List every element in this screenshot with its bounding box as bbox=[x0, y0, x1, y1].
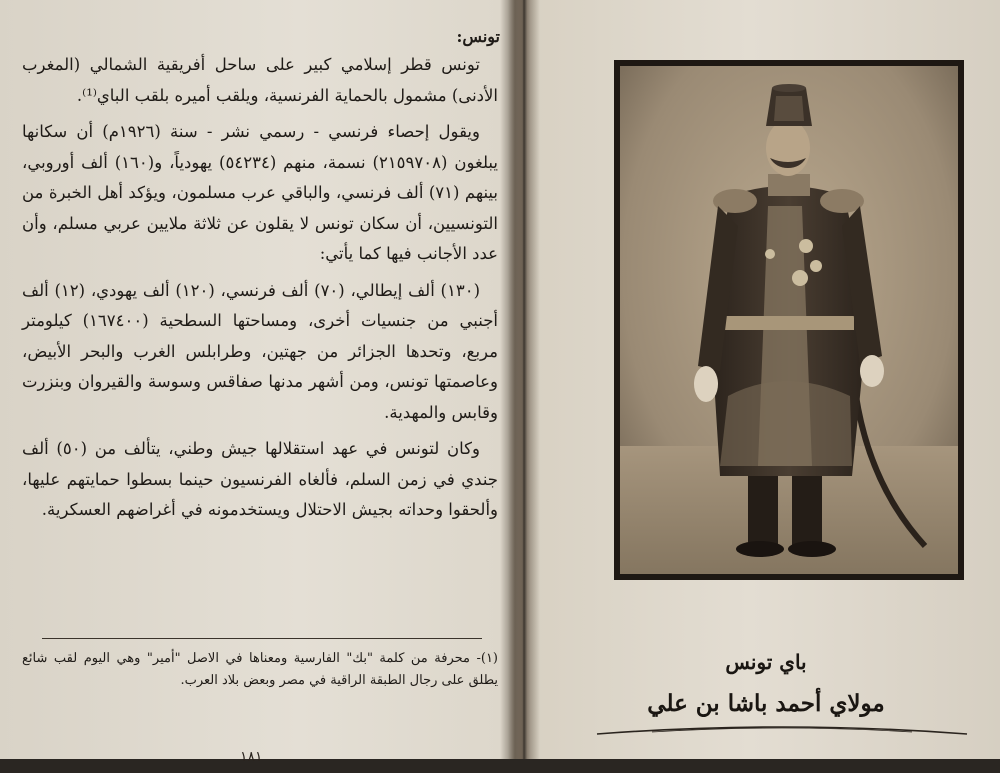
decorative-flourish-icon bbox=[592, 712, 972, 742]
right-page bbox=[532, 0, 1000, 759]
portrait-photo bbox=[620, 66, 958, 574]
footnote-rule bbox=[42, 638, 482, 639]
paragraph-4: وكان لتونس في عهد استقلالها جيش وطني، يتألف من (٥٠) ألف جندي في زمن السلم، فألغاه الفرنسيون حينما بسطوا حمايتهم عليها، وألحقوا وحداته بجيش الاحتلال ويستخدمونه في أغراضهم العسكرية. bbox=[22, 439, 498, 519]
portrait-caption-title: باي تونس bbox=[725, 650, 807, 674]
portrait-caption-name: مولاي أحمد باشا بن علي bbox=[647, 690, 885, 717]
paragraph-2: ويقول إحصاء فرنسي - رسمي نشر - سنة (١٩٢٦م) أن سكانها يبلغون (٢١٥٩٧٠٨) نسمة، منهم (٥٤٢٣٤) يهودياً، و(١٦٠) ألف أوروبي، بينهم (٧١) ألف فرنسي، والباقي عرب مسلمون، ويؤكد أهل الخبرة من التونسيين، أن سكان تونس لا يقلون عن ثلاثة ملايين عربي مسلم، وأن عدد الأجانب فيها كما يأتي: bbox=[22, 122, 498, 263]
body-text bbox=[22, 50, 498, 532]
paragraph-1: تونس قطر إسلامي كبير على ساحل أفريقية الشمالي (المغرب الأدنى) مشمول بالحماية الفرنسية، ويلقب أميره بلقب الباي⁽¹⁾. bbox=[22, 55, 498, 105]
footnote: (١)- محرفة من كلمة "بك" الفارسية ومعناها في الاصل "أمير" وهي اليوم لقب شائع يطلق على رجال الطبقة الراقية في مصر وبعض بلاد العرب. bbox=[22, 651, 498, 688]
paragraph-3: (١٣٠) ألف إيطالي، (٧٠) ألف فرنسي، (١٢٠) ألف يهودي، (١٢) ألف أجنبي من جنسيات أخرى، ومساحتها السطحية (١٦٧٤٠٠) كيلومتر مربع، وتحدها الجزائر من جهتين، وطرابلس الغرب والبحر الأبيض، وعاصمتها تونس، ومن أشهر مدنها صفاقس وسوسة والقيروان وبنزرت وقابس والمهدية. bbox=[22, 280, 498, 422]
portrait-image bbox=[620, 66, 958, 574]
portrait-photo-frame bbox=[614, 60, 964, 580]
section-heading: تونس: bbox=[456, 27, 500, 46]
page-number: ١٨١ bbox=[240, 749, 263, 765]
